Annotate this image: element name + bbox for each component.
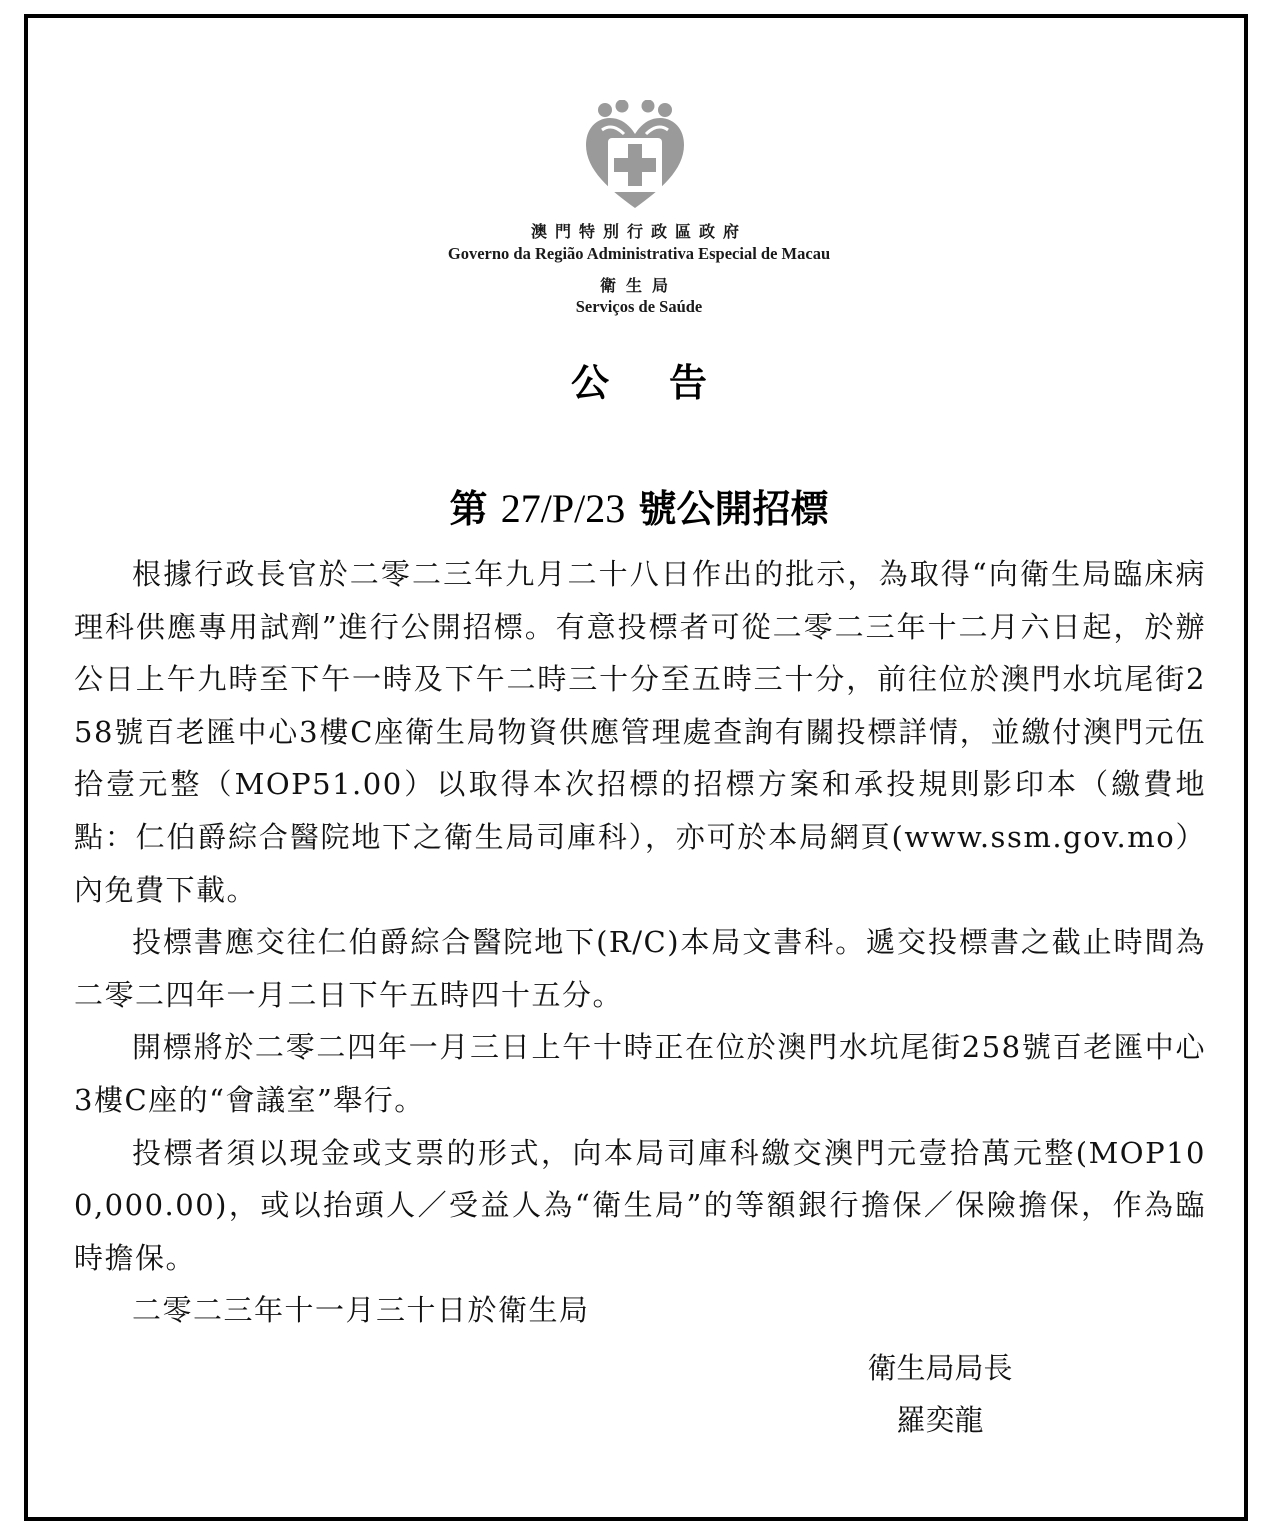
- signatory-title: 衛生局局長: [867, 1351, 1013, 1385]
- org-name-zh: 澳門特別行政區政府: [530, 222, 747, 241]
- paragraph-submission-deadline: 投標書應交往仁伯爵綜合醫院地下(R/C)本局文書科。遞交投標書之截止時間為二零二四年一月二日下午五時四十五分。: [74, 925, 1206, 1012]
- tender-title-prefix: 第: [449, 486, 488, 531]
- signatory-name: 羅奕龍: [896, 1403, 984, 1437]
- tender-title: [0, 478, 1278, 533]
- paragraph-opening: 開標將於二零二四年一月三日上午十時正在位於澳門水坑尾街258號百老匯中心3樓C座的“會議室”舉行。: [74, 1030, 1206, 1117]
- tender-number: 27/P/23: [500, 486, 626, 531]
- notice-title: 公告: [570, 360, 767, 405]
- tender-title-suffix: 號公開招標: [638, 486, 829, 531]
- org-name-pt: Governo da Região Administrativa Especial de Macau: [447, 244, 831, 263]
- notice-body: [74, 548, 1206, 1337]
- paragraph-tender-details: 根據行政長官於二零二三年九月二十八日作出的批示，為取得“向衛生局臨床病理科供應專用試劑”進行公開招標。有意投標者可從二零二三年十二月六日起，於辦公日上午九時至下午一時及下午二時三十分至五時三十分，前往位於澳門水坑尾街258號百老匯中心3樓C座衛生局物資供應管理處查詢有關投標詳情，並繳付澳門元伍拾壹元整（MOP51.00）以取得本次招標的招標方案和承投規則影印本（繳費地點：仁伯爵綜合醫院地下之衛生局司庫科），亦可於本局網頁(www.ssm.gov.mo）內免費下載。: [74, 557, 1206, 907]
- paragraph-guarantee: 投標者須以現金或支票的形式，向本局司庫科繳交澳門元壹拾萬元整(MOP100,000.00)，或以抬頭人／受益人為“衛生局”的等額銀行擔保／保險擔保，作為臨時擔保。: [74, 1135, 1206, 1275]
- dept-name-zh: 衛生局: [599, 276, 678, 295]
- dept-name-pt: Serviços de Saúde: [575, 297, 703, 316]
- paragraph-date-place: 二零二三年十一月三十日於衛生局: [132, 1293, 590, 1328]
- health-bureau-logo-icon: [580, 100, 690, 210]
